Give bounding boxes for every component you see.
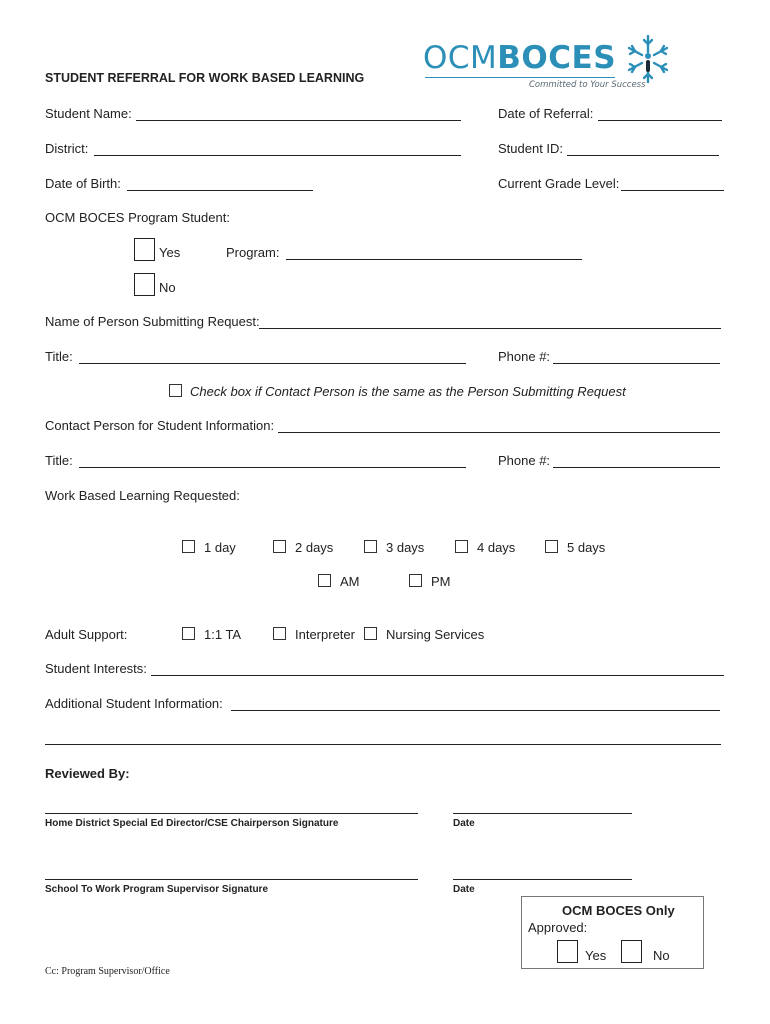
date1-label: Date <box>453 818 475 829</box>
student-interests-field[interactable] <box>151 675 724 676</box>
submitter-title-field[interactable] <box>79 363 466 364</box>
district-field[interactable] <box>94 155 461 156</box>
days-1-label: 1 day <box>204 540 236 555</box>
wbl-requested-label: Work Based Learning Requested: <box>45 488 240 503</box>
nursing-label: Nursing Services <box>386 627 485 642</box>
program-label: Program: <box>226 245 280 260</box>
date-of-referral-label: Date of Referral: <box>498 106 594 121</box>
student-name-field[interactable] <box>136 120 461 121</box>
date-of-referral-field[interactable] <box>598 120 722 121</box>
date-of-birth-label: Date of Birth: <box>45 176 121 191</box>
form-title: STUDENT REFERRAL FOR WORK BASED LEARNING <box>45 71 365 85</box>
program-student-no-checkbox[interactable] <box>134 273 155 296</box>
office-approved-no-checkbox[interactable] <box>621 940 642 963</box>
snowflake-person-icon <box>621 30 675 88</box>
office-box-title: OCM BOCES Only <box>562 903 675 918</box>
ta-label: 1:1 TA <box>204 627 242 642</box>
submitter-phone-field[interactable] <box>553 363 720 364</box>
days-1-checkbox[interactable] <box>182 540 195 553</box>
days-2-label: 2 days <box>295 540 334 555</box>
student-id-field[interactable] <box>567 155 719 156</box>
contact-title-label: Title: <box>45 453 73 468</box>
submitter-title-label: Title: <box>45 349 73 364</box>
student-interests-label: Student Interests: <box>45 661 147 676</box>
current-grade-label: Current Grade Level: <box>498 176 620 191</box>
office-approved-yes-checkbox[interactable] <box>557 940 578 963</box>
reviewed-by-label: Reviewed By: <box>45 766 130 781</box>
contact-title-field[interactable] <box>79 467 466 468</box>
additional-info-field-line2[interactable] <box>45 744 721 745</box>
supervisor-signature-label: School To Work Program Supervisor Signature <box>45 884 269 895</box>
contact-person-field[interactable] <box>278 432 720 433</box>
student-id-label: Student ID: <box>498 141 564 156</box>
ta-checkbox[interactable] <box>182 627 195 640</box>
program-student-no-label: No <box>159 280 176 295</box>
contact-person-label: Contact Person for Student Information: <box>45 418 275 433</box>
person-submitting-label: Name of Person Submitting Request: <box>45 314 260 329</box>
program-student-label: OCM BOCES Program Student: <box>45 210 230 225</box>
pm-checkbox[interactable] <box>409 574 422 587</box>
pm-label: PM <box>431 574 451 589</box>
person-submitting-field[interactable] <box>259 328 721 329</box>
logo-underline <box>425 77 615 78</box>
days-5-label: 5 days <box>567 540 606 555</box>
days-4-checkbox[interactable] <box>455 540 468 553</box>
office-approved-yes-label: Yes <box>585 948 607 963</box>
days-2-checkbox[interactable] <box>273 540 286 553</box>
nursing-checkbox[interactable] <box>364 627 377 640</box>
interpreter-checkbox[interactable] <box>273 627 286 640</box>
office-use-box <box>521 896 704 969</box>
student-name-label: Student Name: <box>45 106 132 121</box>
days-3-label: 3 days <box>386 540 425 555</box>
additional-info-field[interactable] <box>231 710 720 711</box>
office-approved-no-label: No <box>653 948 670 963</box>
office-approved-label: Approved: <box>528 920 588 935</box>
district-label: District: <box>45 141 89 156</box>
same-contact-label: Check box if Contact Person is the same as the Person Submitting Request <box>190 384 626 399</box>
home-district-signature-label: Home District Special Ed Director/CSE Chairperson Signature <box>45 818 339 829</box>
supervisor-signature-line[interactable] <box>45 879 418 880</box>
am-label: AM <box>340 574 360 589</box>
submitter-phone-label: Phone #: <box>498 349 551 364</box>
same-contact-checkbox[interactable] <box>169 384 182 397</box>
additional-info-label: Additional Student Information: <box>45 696 223 711</box>
date2-label: Date <box>453 884 475 895</box>
contact-phone-label: Phone #: <box>498 453 551 468</box>
days-4-label: 4 days <box>477 540 516 555</box>
days-5-checkbox[interactable] <box>545 540 558 553</box>
interpreter-label: Interpreter <box>295 627 355 642</box>
program-student-yes-checkbox[interactable] <box>134 238 155 261</box>
am-checkbox[interactable] <box>318 574 331 587</box>
date1-line[interactable] <box>453 813 632 814</box>
home-district-signature-line[interactable] <box>45 813 418 814</box>
logo-name: OCMBOCES <box>423 40 617 76</box>
logo-tagline: Committed to Your Success <box>529 80 646 90</box>
days-3-checkbox[interactable] <box>364 540 377 553</box>
date-of-birth-field[interactable] <box>127 190 313 191</box>
program-field[interactable] <box>286 259 582 260</box>
adult-support-label: Adult Support: <box>45 627 128 642</box>
cc-line: Cc: Program Supervisor/Office <box>45 966 170 977</box>
program-student-yes-label: Yes <box>159 245 181 260</box>
ocm-boces-logo <box>421 36 676 92</box>
current-grade-field[interactable] <box>621 190 724 191</box>
date2-line[interactable] <box>453 879 632 880</box>
contact-phone-field[interactable] <box>553 467 720 468</box>
